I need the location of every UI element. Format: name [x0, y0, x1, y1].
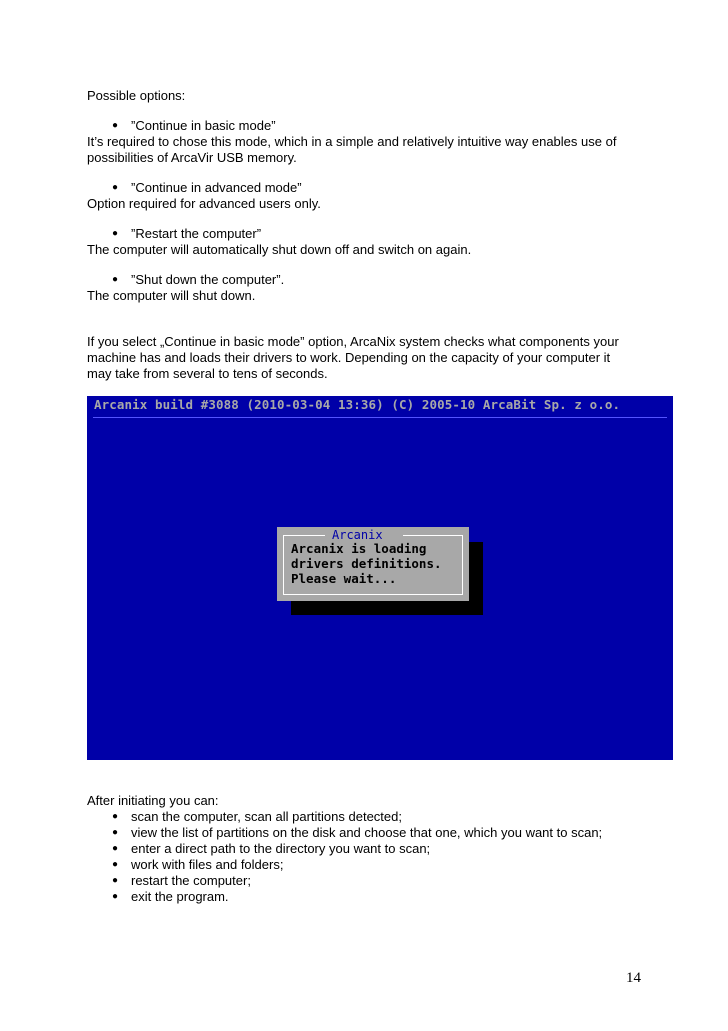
list-item: exit the program. [131, 889, 229, 904]
paragraph-line: If you select „Continue in basic mode” option, ArcaNix system checks what components your [87, 334, 619, 349]
list-item: scan the computer, scan all partitions detected; [131, 809, 402, 824]
loading-dialog [277, 527, 469, 601]
dialog-frame-top [283, 535, 325, 536]
dialog-frame-top [403, 535, 463, 536]
list-item: enter a direct path to the directory you want to scan; [131, 841, 431, 856]
bullet-icon: ● [112, 274, 119, 285]
after-intro-text: After initiating you can: [87, 793, 219, 808]
intro-text: Possible options: [87, 88, 186, 103]
page-number: 14 [626, 970, 641, 986]
boot-title-bar: Arcanix build #3088 (2010-03-04 13:36) (C) 2005-10 ArcaBit Sp. z o.o. [94, 397, 621, 412]
paragraph-line: may take from several to tens of seconds. [87, 366, 328, 381]
paragraph-line: machine has and loads their drivers to work. Depending on the capacity of your computer it [87, 350, 611, 365]
arcanix-boot-screenshot [87, 396, 673, 760]
bullet-icon: ● [112, 228, 119, 239]
bullet-icon: ● [112, 891, 119, 902]
option-description: The computer will automatically shut down off and switch on again. [87, 242, 472, 257]
dialog-message-line: Arcanix is loading [291, 541, 427, 556]
option-label: ”Continue in basic mode” [131, 118, 276, 133]
option-label: ”Restart the computer” [131, 226, 262, 241]
option-label: ”Shut down the computer”. [131, 272, 285, 287]
dialog-message-line: drivers definitions. [291, 556, 442, 571]
option-description: possibilities of ArcaVir USB memory. [87, 150, 297, 165]
option-label: ”Continue in advanced mode” [131, 180, 302, 195]
bullet-icon: ● [112, 875, 119, 886]
option-description: The computer will shut down. [87, 288, 256, 303]
option-description: Option required for advanced users only. [87, 196, 321, 211]
bullet-icon: ● [112, 120, 119, 131]
title-divider [93, 417, 667, 418]
list-item: view the list of partitions on the disk and choose that one, which you want to scan; [131, 825, 603, 840]
bullet-icon: ● [112, 859, 119, 870]
bullet-icon: ● [112, 843, 119, 854]
bullet-icon: ● [112, 811, 119, 822]
option-description: It’s required to chose this mode, which in a simple and relatively intuitive way enables use of [87, 134, 617, 149]
list-item: restart the computer; [131, 873, 251, 888]
bullet-icon: ● [112, 827, 119, 838]
list-item: work with files and folders; [131, 857, 284, 872]
dialog-message-line: Please wait... [291, 571, 397, 586]
bullet-icon: ● [112, 182, 119, 193]
dialog-title: Arcanix [332, 528, 383, 542]
